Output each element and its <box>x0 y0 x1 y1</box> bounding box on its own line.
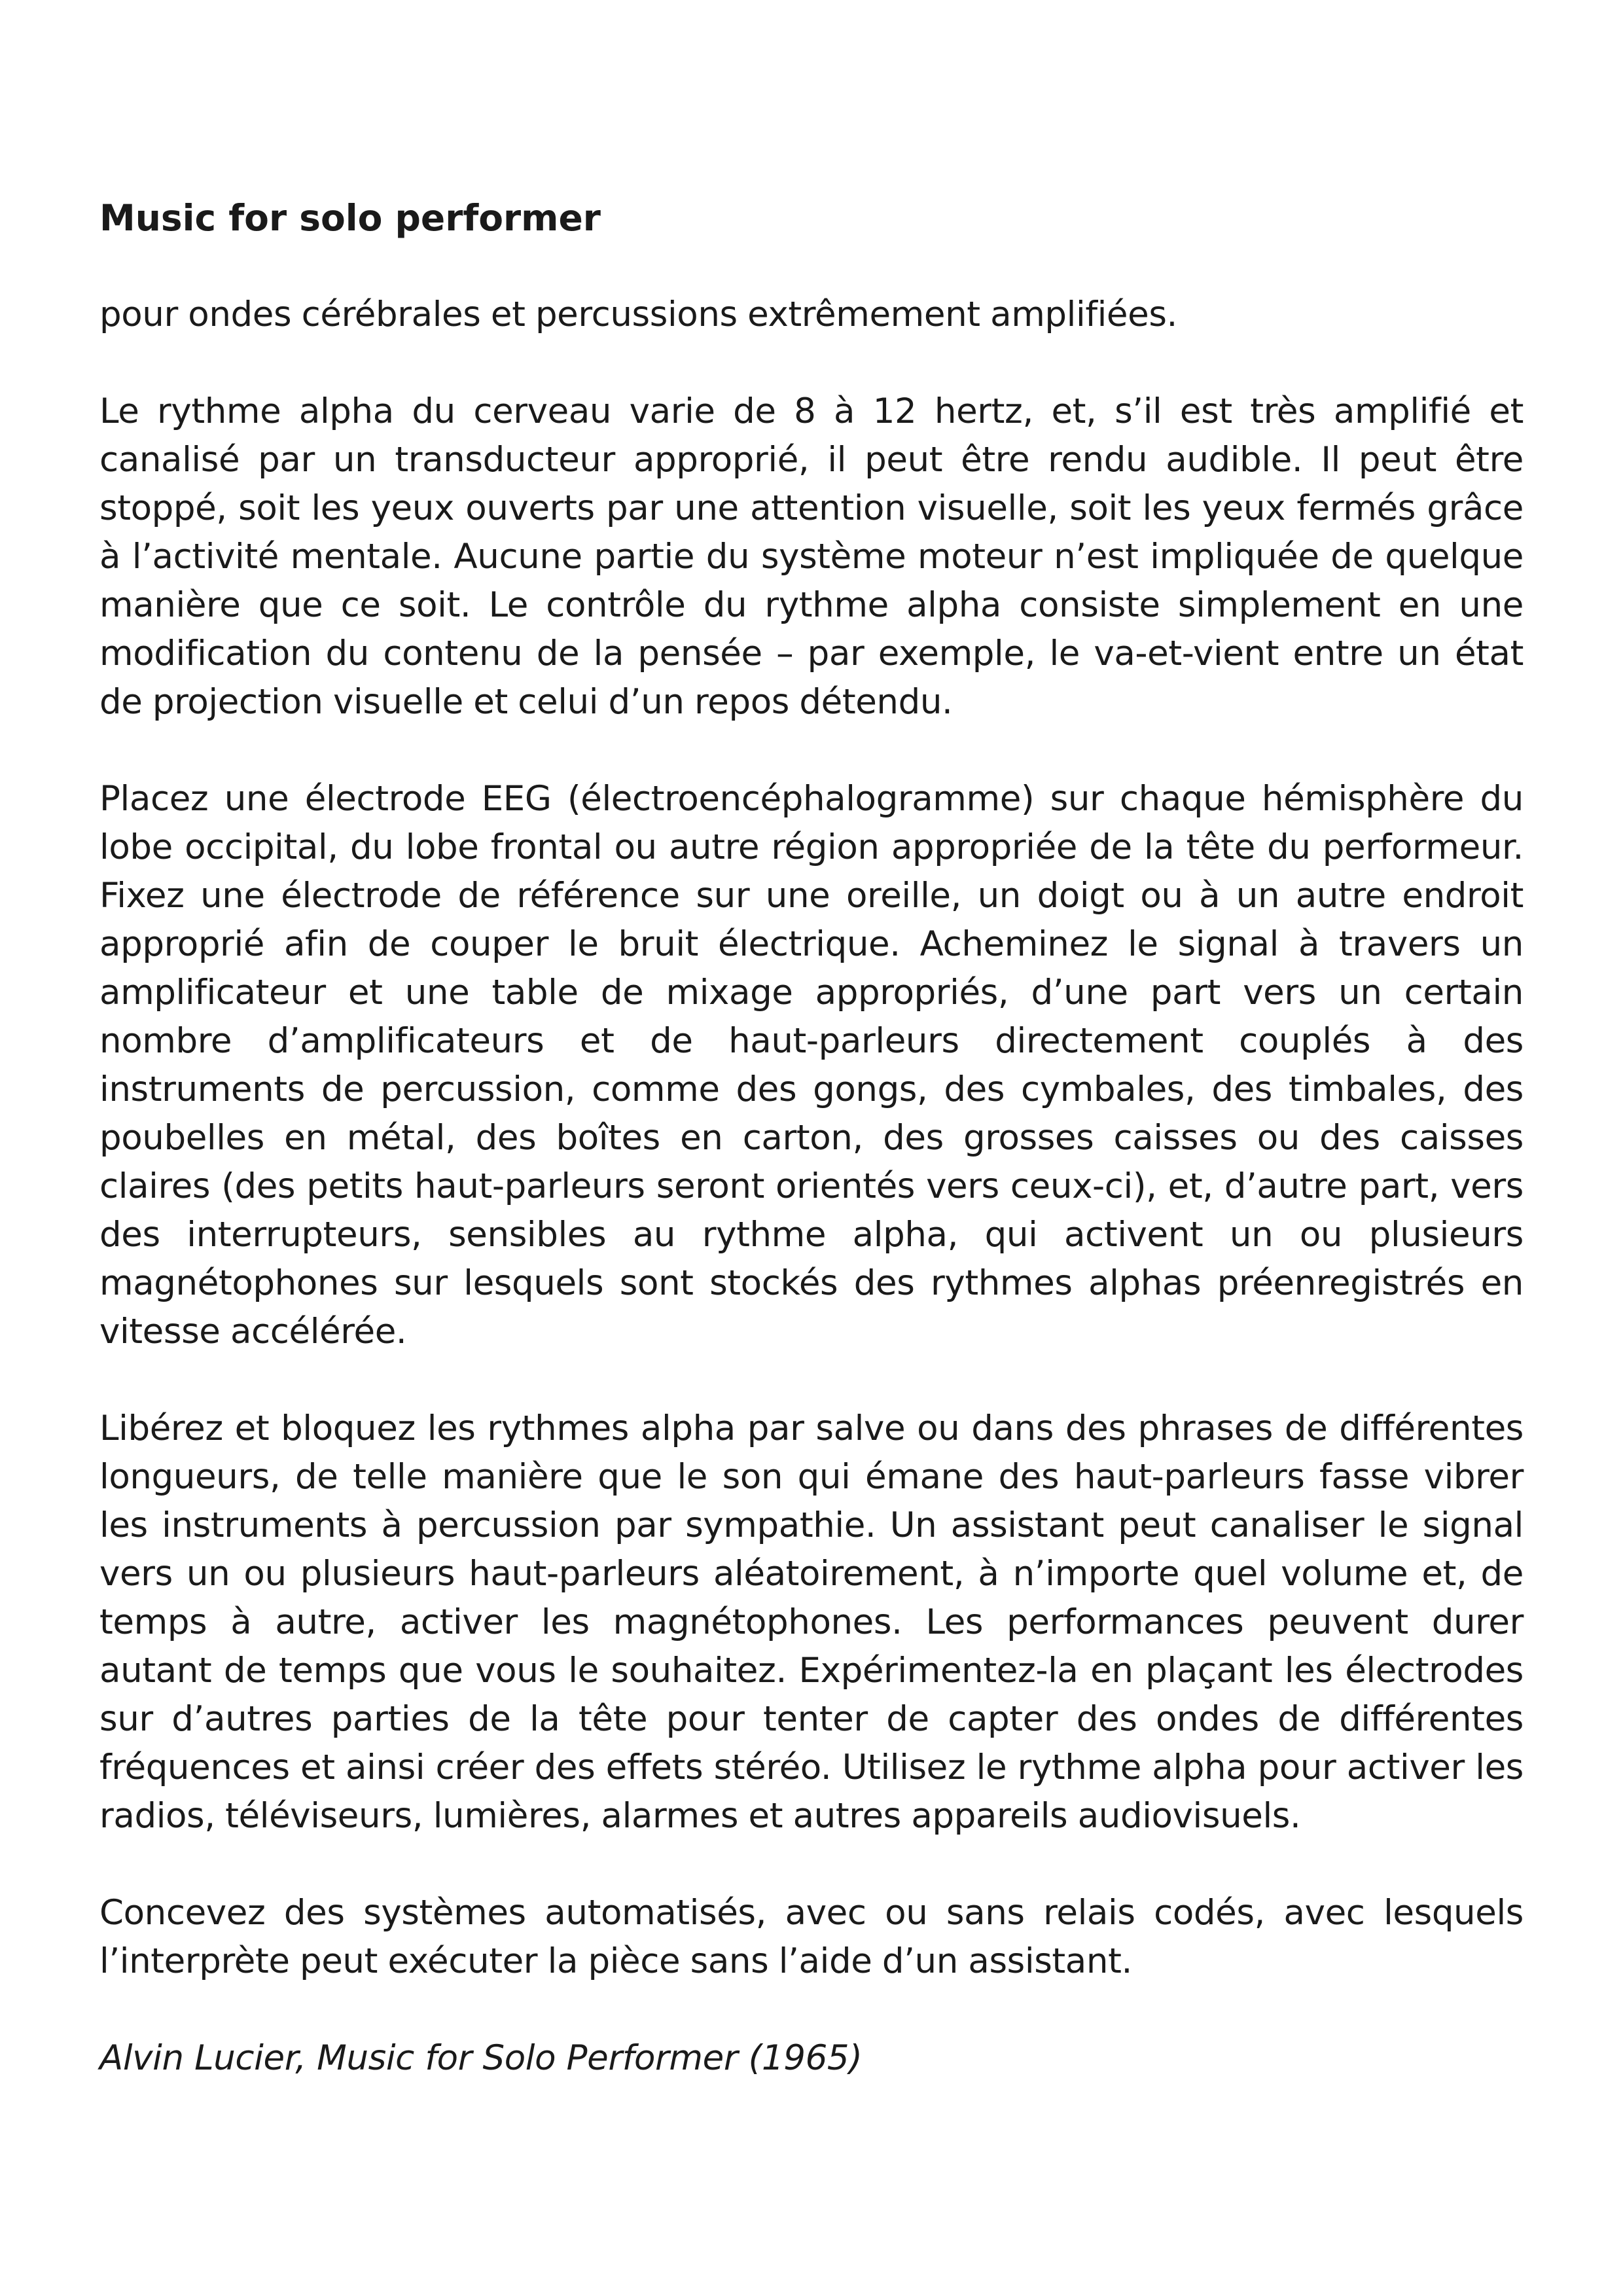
paragraph-automated-systems: Concevez des systèmes automatisés, avec ou sans relais codés, avec lesquels l’interprète peut exécuter la pièce sans l’aide d’un assistant. <box>99 1893 1524 1981</box>
citation: Alvin Lucier, Music for Solo Performer (1965) <box>99 2038 863 2078</box>
document-title: Music for solo performer <box>99 197 601 239</box>
paragraph-electrode-setup: Placez une électrode EEG (électroencéphalogramme) sur chaque hémisphère du lobe occipital, du lobe frontal ou autre région appropriée de la tête du performeur. Fixez une électrode de référence sur une oreille, un doigt ou à un autre endroit approprié afin de couper le bruit électrique. Acheminez le signal à travers un amplificateur et une table de mixage appropriés, d’une part vers un certain nombre d’amplificateurs et de haut-parleurs directement couplés à des instruments de percussion, comme des gongs, des cymbales, des timbales, des poubelles en métal, des boîtes en carton, des grosses caisses ou des caisses claires (des petits haut-parleurs seront orientés vers ceux-ci), et, d’autre part, vers des interrupteurs, sensibles au rythme alpha, qui activent un ou plusieurs magnétophones sur lesquels sont stockés des rythmes alphas préenregistrés en vitesse accélérée. <box>99 779 1524 1352</box>
paragraph-alpha-rhythm: Le rythme alpha du cerveau varie de 8 à 12 hertz, et, s’il est très amplifié et canalisé par un transducteur approprié, il peut être rendu audible. Il peut être stoppé, soit les yeux ouverts par une attention visuelle, soit les yeux fermés grâce à l’activité mentale. Aucune partie du système moteur n’est impliquée de quelque manière que ce soit. Le contrôle du rythme alpha consiste simplement en une modification du contenu de la pensée – par exemple, le va-et-vient entre un état de projection visuelle et celui d’un repos détendu. <box>99 391 1524 722</box>
paragraph-performance: Libérez et bloquez les rythmes alpha par salve ou dans des phrases de différentes longueurs, de telle manière que le son qui émane des haut-parleurs fasse vibrer les instruments à percussion par sympathie. Un assistant peut canaliser le signal vers un ou plusieurs haut-parleurs aléatoirement, à n’importe quel volume et, de temps à autre, activer les magnétophones. Les performances peuvent durer autant de temps que vous le souhaitez. Expérimentez-la en plaçant les électrodes sur d’autres parties de la tête pour tenter de capter des ondes de différentes fréquences et ainsi créer des effets stéréo. Utilisez le rythme alpha pour activer les radios, téléviseurs, lumières, alarmes et autres appareils audiovisuels. <box>99 1408 1524 1836</box>
document-page <box>99 194 1524 2083</box>
subtitle-paragraph: pour ondes cérébrales et percussions extrêmement amplifiées. <box>99 295 1177 334</box>
